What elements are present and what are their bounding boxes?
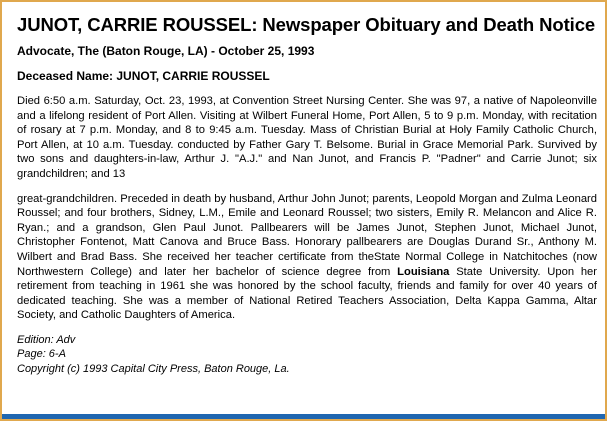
page-line: Page: 6-A — [17, 348, 66, 361]
obituary-content — [17, 14, 597, 376]
paragraph-2-text-end: State University. Upon her retirement from teaching in 1961 she was honored by the school faculty, friends and family for over 40 years of dedicated teaching. She was a member of National Retired Teachers Association, Delta Kappa Gamma, Altar Society, and Catholic Daughters of America. — [17, 265, 598, 322]
publication-meta — [17, 333, 597, 377]
source-line: Advocate, The (Baton Rouge, LA) - October 25, 1993 — [17, 44, 315, 58]
obituary-paragraph-1: Died 6:50 a.m. Saturday, Oct. 23, 1993, at Convention Street Nursing Center. She was 97, a native of Napoleonville and a lifelong resident of Port Allen. Visiting at Wilbert Funeral Home, Port Allen, 5 to 9 p.m. Monday, with recitation of rosary at 7 p.m. Monday, and 8 to 9:45 a.m. Tuesday. Mass of Christian Burial at Holy Family Catholic Church, Port Allen, at 10 a.m. Tuesday. conducted by Father Gary T. Belsome. Burial in Grace Memorial Park. Survived by two sons and daughters-in-law, Arthur J. "A.J." and Nan Junot, and Francis P. "Padner" and Carrie Junot; six grandchildren; and 13 — [17, 95, 597, 180]
copyright-line: Copyright (c) 1993 Capital City Press, Baton Rouge, La. — [17, 362, 290, 375]
edition-line: Edition: Adv — [17, 333, 76, 346]
deceased-name: Deceased Name: JUNOT, CARRIE ROUSSEL — [17, 69, 270, 83]
paragraph-2-text-start: great-grandchildren. Preceded in death by husband, Arthur John Junot; parents, Leopold Morgan and Zulma Leonard Roussel; and four brothers, Sidney, L.M., Emile and Leonard Roussel; two sisters, Emily R. Melancon and Alice R. Ryan.; and a grandson, Glen Paul Junot. Pallbearers will be James Junot, Stephen Junot, Michael Junot, Christopher Fontenot, Matt Canova and Bruce Bass. Honorary pallbearers are Douglas Durand Sr., Anthony M. Wilbert and Brad Bass. She received her teacher certificate from theState Normal College in Natchitoches (now Northwestern College) and later her bachelor of science degree from — [17, 192, 597, 278]
bottom-accent-bar — [2, 414, 605, 419]
obituary-paragraph-2 — [17, 192, 597, 323]
paragraph-2-bold-term: Louisiana — [397, 265, 450, 278]
page-title: JUNOT, CARRIE ROUSSEL: Newspaper Obituary and Death Notice — [17, 14, 596, 35]
